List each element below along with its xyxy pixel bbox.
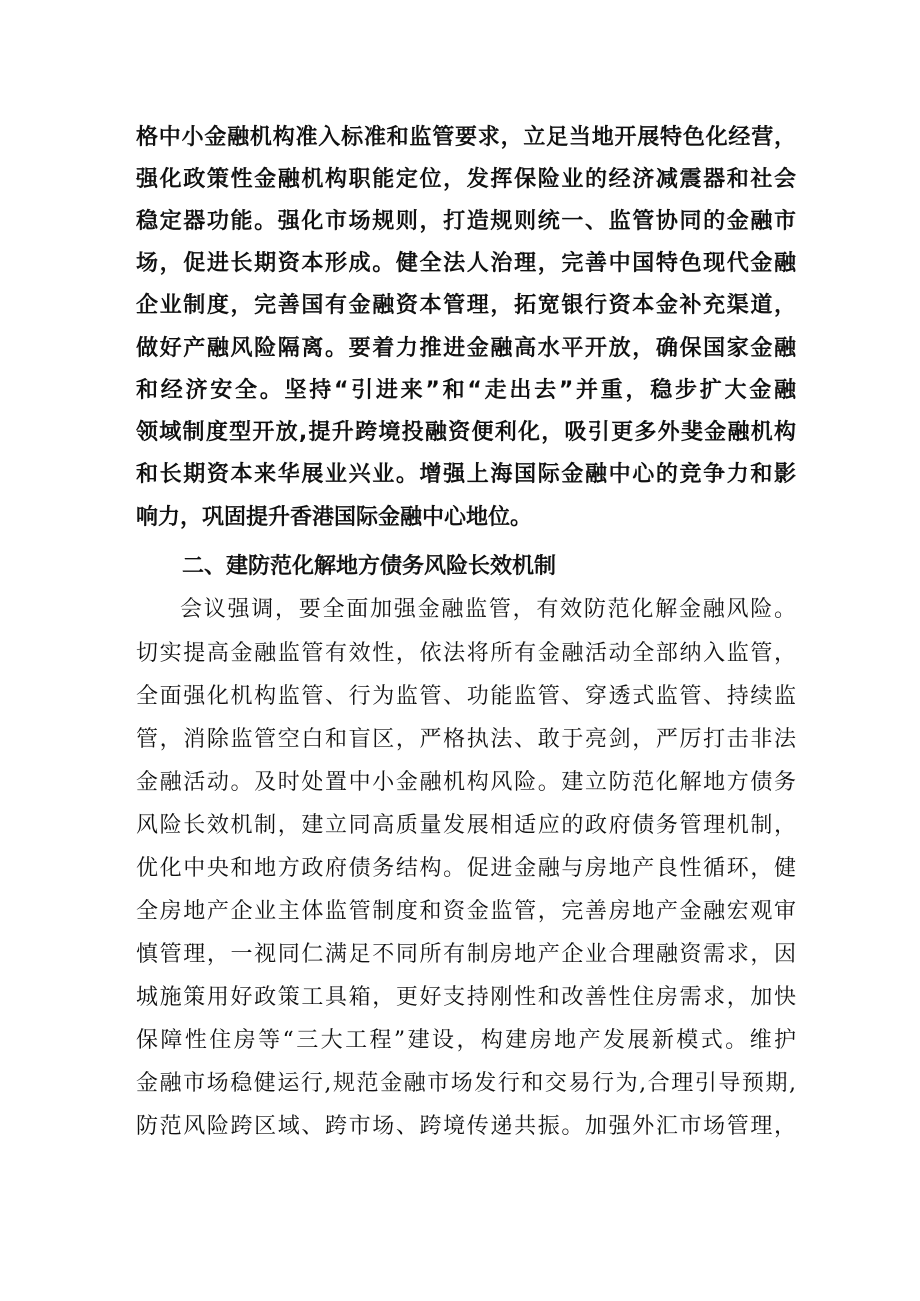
paragraph-line: 和长期资本来华展业兴业。增强上海国际金融中心的竞争力和影 xyxy=(136,462,796,487)
paragraph-line: 做好产融风险隔离。要着力推进金融高水平开放，确保国家金融 xyxy=(136,336,796,361)
paragraph-line: 格中小金融机构准入标准和监管要求，立足当地开展特色化经营， xyxy=(136,125,796,150)
paragraph-line: 领域制度型开放,提升跨境投融资便利化，吸引更多外斐金融机构 xyxy=(136,420,796,445)
paragraph-line: 会议强调，要全面加强金融监管，有效防范化解金融风险。 xyxy=(180,597,796,622)
paragraph-line: 城施策用好政策工具箱，更好支持刚性和改善性住房需求，加快 xyxy=(136,985,796,1010)
paragraph-line: 管，消除监管空白和盲区，严格执法、敢于亮剑，严厉打击非法 xyxy=(136,727,796,752)
paragraph-line: 响力，巩固提升香港国际金融中心地位。 xyxy=(136,505,533,530)
section-heading: 二、建防范化解地方债务风险长效机制 xyxy=(182,554,557,579)
paragraph-line: 稳定器功能。强化市场规则，打造规则统一、监管协同的金融市 xyxy=(136,209,796,234)
paragraph-line: 全房地产企业主体监管制度和资金监管，完善房地产金融宏观审 xyxy=(136,899,796,924)
paragraph-line: 风险长效机制，建立同高质量发展相适应的政府债务管理机制， xyxy=(136,813,796,838)
paragraph-line: 场，促进长期资本形成。健全法人治理，完善中国特色现代金融 xyxy=(136,251,796,276)
paragraph-line: 金融活动。及时处置中小金融机构风险。建立防范化解地方债务 xyxy=(136,770,796,795)
paragraph-line: 企业制度，完善国有金融资本管理，拓宽银行资本金补充渠道， xyxy=(136,293,796,318)
paragraph-line: 和经济安全。坚持“引进来”和“走出去”并重，稳步扩大金融 xyxy=(136,378,796,403)
paragraph-line: 防范风险跨区域、跨市场、跨境传递共振。加强外汇市场管理， xyxy=(136,1114,796,1139)
paragraph-line: 慎管理，一视同仁满足不同所有制房地产企业合理融资需求，因 xyxy=(136,942,796,967)
paragraph-line: 保障性住房等“三大工程”建设，构建房地产发展新模式。维护 xyxy=(136,1028,796,1053)
paragraph-line: 全面强化机构监管、行为监管、功能监管、穿透式监管、持续监 xyxy=(136,684,796,709)
paragraph-line: 金融市场稳健运行,规范金融市场发行和交易行为,合理引导预期, xyxy=(136,1071,796,1096)
paragraph-line: 强化政策性金融机构职能定位，发挥保险业的经济减震器和社会 xyxy=(136,167,796,192)
paragraph-line: 优化中央和地方政府债务结构。促进金融与房地产良性循环，健 xyxy=(136,856,796,881)
paragraph-line: 切实提高金融监管有效性，依法将所有金融活动全部纳入监管， xyxy=(136,641,796,666)
